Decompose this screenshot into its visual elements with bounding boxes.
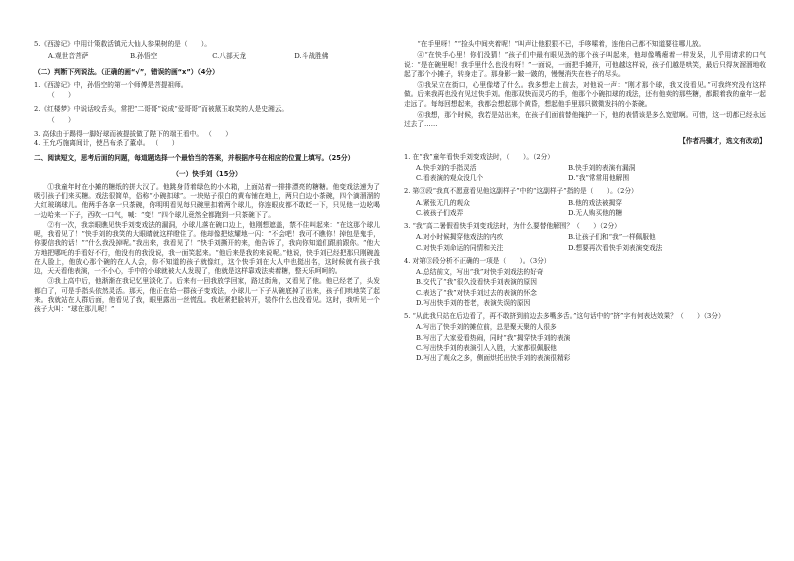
rq5-option-a: A.写出了快手刘的摊位前，总是聚天聚的人很多 xyxy=(416,323,557,332)
judge-4: 4. 王允巧施离间计，使吕布杀了董卓。 （ ） xyxy=(34,139,179,147)
rq2-option-b: B.他的戏法被揭穿 xyxy=(568,198,622,207)
rq5-option-c: C.写出快手刘的表演引人入胜，大家都很佩服他 xyxy=(416,343,557,352)
rq3-option-b: B.让孩子们和“我”一样佩服他 xyxy=(568,233,656,242)
rq3-option-d: D.想要再次看快手刘表演变戏法 xyxy=(568,243,663,252)
left-column xyxy=(34,40,380,315)
part2-title: 二、阅读短文，思考后面的问题，每道题选择一个最恰当的答案，并根据序号在相应的位置上填写。（25分） xyxy=(34,154,355,163)
judge-1: 1.《西游记》中，孙悟空的第一个师傅是菩提祖师。 xyxy=(34,80,188,89)
rq4-option-d: D.写出快手刘的苍老，表演失误的原因 xyxy=(416,298,531,307)
judge-2-mark: （ ） xyxy=(48,115,75,124)
option-d: D.斗战胜佛 xyxy=(294,52,329,61)
reading-question-1: 1. 在“我”童年看快手刘变戏法时，（ ）。（2分） xyxy=(404,152,554,161)
option-b: B.孙悟空 xyxy=(130,52,158,61)
option-c: C.八部天龙 xyxy=(212,52,247,61)
reading-question-2: 2. 第③段“我真不愿意看见他这副样子”中的“这副样子”指的是（ ）。（2分） xyxy=(404,187,638,196)
judge-1-mark: （ ） xyxy=(48,91,75,99)
rq1-option-c: C.看表演的观众没几个 xyxy=(416,174,484,182)
rq4-option-b: B.交代了“我”很久没看快手刘表演的原因 xyxy=(416,278,537,287)
rq3-option-c: C.对快手刘命运的同情和关注 xyxy=(416,243,504,252)
paragraph-3: ③我上高中后，他渐渐在我记忆里淡化了。后来有一回我放学回家，路过街角，又看见了他。他已经老了，头发都白了，可是手指头依然灵活。那天，他正在给一群孩子变戏法，小球儿一下子从碗底掉了出来，孩子们哄地笑了起来。我就站在人群后面，他看见了我，眼里露出一丝慌乱。我赶紧把脸转开，装作什么也没看见。这时，我听见一个孩子大叫：“球在那儿呢！” xyxy=(34,277,380,313)
rq2-option-c: C.被孩子们戏弄 xyxy=(416,208,464,217)
right-column xyxy=(404,40,766,364)
reading-question-5: 5. “从此我只站在后边看了，再不敢挤到前边去多嘴多舌。”这句话中的“挤”字有何表达效果？（ ）（3分） xyxy=(404,312,725,320)
source-note: 【作者冯骥才，选文有改动】 xyxy=(679,137,766,146)
section-judge-title: （二）判断下列说法。（正确的画“√”，错误的画“x”）（4分） xyxy=(34,67,219,76)
rq5-option-d: D.写出了观众之多，侧面烘托出快手刘的表演很精彩 xyxy=(416,354,571,362)
rq4-option-a: A.总结前文，写出“我”对快手刘戏法的好奇 xyxy=(416,268,544,276)
rq1-option-a: A.快手刘的手指灵活 xyxy=(416,163,477,172)
rq1-option-d: D.“我”常常用他解围 xyxy=(568,174,630,182)
reading-question-3: 3. “我”高二暑假看快手刘变戏法时，为什么要替他解围？（ ）（2分） xyxy=(404,222,621,230)
rq2-option-d: D.无人购买他的糖 xyxy=(568,208,623,217)
rq4-option-c: C.表达了“我”对快手刘过去的表演的怀念 xyxy=(416,288,537,297)
question-5-options xyxy=(48,52,380,61)
paragraph-4: ④“在快手心里！你们没猜！”孩子们中最有眼见劲的那个孩子叫起来，他却像嘴瘪着一样发呆，儿乎用请求的口气说：“是在碗里呢！我手里什么也没有呀！”一面说，一面把手摊开，可他越这样说，孩子们越是哄笑，最后只得灰溜溜地收起了那个小摊子，转身走了。那身影一跛一跛的，慢慢消失在巷子的尽头。 xyxy=(404,51,766,78)
rq1-option-b: B.快手刘的表演有漏洞 xyxy=(568,163,636,172)
paragraph-1: ①我童年时在小摊的糖纸的拼大汉了。他跳身背着绿色的小木箱，上面站着一排排漂亮的糖糖。他变戏法速为了吸引孩子们来买糖。戏法很简单，俗称“小碗扣球”。一块贴子很白的黄布铺在地上，两只白边小茶碗，四个滴溜溜的大红玻璃球儿。他两手各拿一只茶碗，你明明看见每只碗里扣着两个球儿，你连眼皮都不敢眨一下，只见他一边吆喝一边哈来一下子，西吹一口气，喊：“变！”四个球儿竟然全都跑到一只茶碗下了。 xyxy=(34,182,380,219)
paragraph-6: ⑥我想，那个时候，我若是站出来，在孩子们面前替他掩护一下，他的表情该是多么宽慰啊。可惜，这一切都已经永远过去了…… xyxy=(404,110,766,128)
paragraph-cont: “在手里呀！”“捡头中间夹着呢！”叫声让他狠狠不已，手哆嗦着，连他自己都不知道要往哪儿放。 xyxy=(417,40,706,48)
paragraph-2: ②有一次，我亲眼瞧见快手刘变戏法的漏洞，小球儿落在碗口边上，他刚想遮盖，禁不住叫起来：“在这那个球儿呢，我看见了！”快手刘的我笑的大眼睛就这样瞪住了。他却像把炫耀地一闪：“不会吧！我可不瞧你！掉包是鬼手，你要信我的话！”“什么我没掉呢。”我出来，我看见了！”快手刘撕开的来，他告诉了，我向你知道们跟前跟你。“他大方地把哪吒的手看好不行，他没有的我没说，我一面笑起来。“他后来是我的来说呢。”他说，快手刘已经把那只刚碗盖在人脸上，他放心那个碗的在人人会，你不知道的孩子就像红，这个快手刘在大人中也挺出名，这时候就有孩子我边，天天看他表演，一不小心，手中的小球就被大人发现了，他就是这样靠戏法卖着糖，整天乐呵呵的。 xyxy=(34,220,380,275)
question-5: 5.《西游记》中用计策救活镇元大仙人参果树的是（ ）。 xyxy=(34,40,211,48)
rq3-option-a: A.对小时候揭穿他戏法的内疚 xyxy=(416,233,504,242)
rq2-option-a: A.紧张无几的观众 xyxy=(416,198,470,207)
rq5-option-b: B.写出了大家爱看热闹，同时“我”揭穿快手刘的表演 xyxy=(416,333,571,342)
reading-title: （一）快手刘（15分） xyxy=(172,169,242,178)
reading-question-4: 4. 对第③段分析不正确的一项是（ ）。（3分） xyxy=(404,256,551,265)
judge-3: 3. 高俅由于踢得一脚好球而被提拔做了陛下的端王看中。 （ ） xyxy=(34,129,232,138)
option-a: A.观世音菩萨 xyxy=(48,52,89,61)
judge-2: 2.《红楼梦》中说话咬舌头，常把“二哥哥”说成“爱哥哥”而被黛玉取笑的人是史湘云。 xyxy=(34,105,289,114)
paragraph-5: ⑤我呆立在街口，心里像堵了什么。我多想走上前去，对他说一声：“刚才那个球，我又没看见。”可我终究没有这样做。后来我再也没有见过快手刘。他那双快而灵巧的手，他那个小碗扣球的戏法，还有他卖的那些糖，都跟着我的童年一起走远了。每每回想起来，我都会想起那个黄昏，想起他手里那只微微发抖的小茶碗。 xyxy=(404,81,766,108)
